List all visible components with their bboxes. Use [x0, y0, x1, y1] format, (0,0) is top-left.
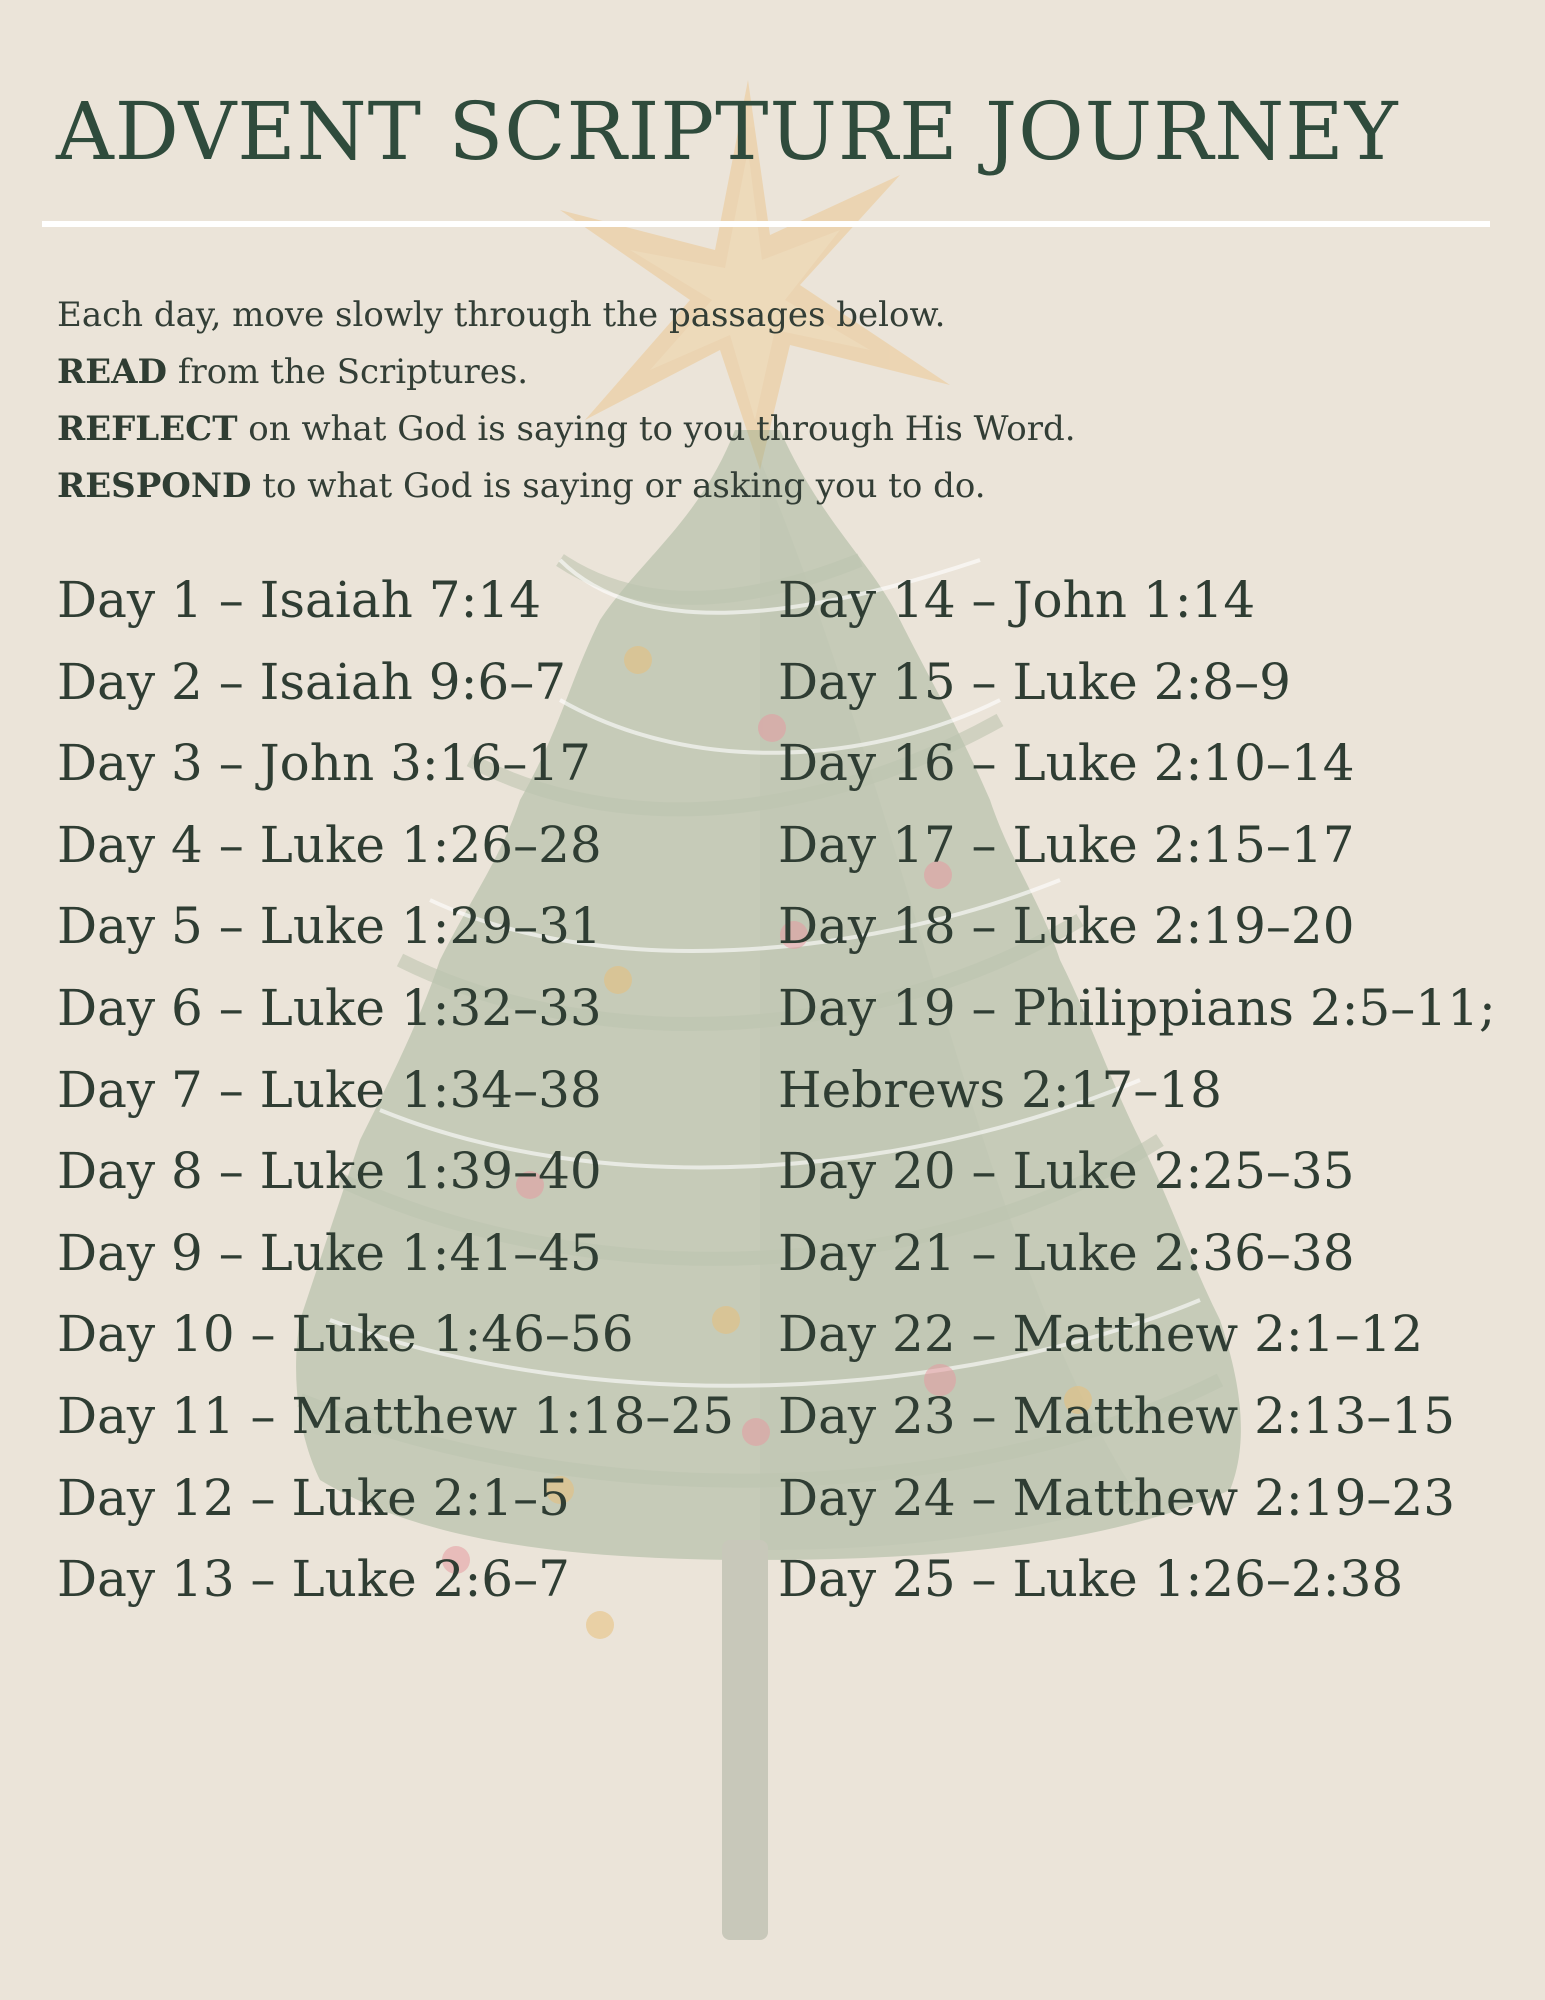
reading-day-21: Day 21 – Luke 2:36–38	[778, 1223, 1355, 1282]
reading-day-14: Day 14 – John 1:14	[778, 571, 1256, 629]
respond-label: RESPOND	[57, 466, 252, 506]
reading-day-5: Day 5 – Luke 1:29–31	[57, 897, 602, 956]
reflect-text: on what God is saying to you through His Word.	[237, 409, 1076, 449]
readings-list-left	[57, 560, 734, 1621]
reading-day-8: Day 8 – Luke 1:39–40	[57, 1142, 602, 1201]
reading-day-17: Day 17 – Luke 2:15–17	[778, 815, 1355, 874]
reading-day-6: Day 6 – Luke 1:32–33	[57, 978, 602, 1037]
read-text: from the Scriptures.	[167, 352, 529, 392]
reading-day-12: Day 12 – Luke 2:1–5	[57, 1468, 570, 1527]
page-title: ADVENT SCRIPTURE JOURNEY	[56, 85, 1399, 178]
reading-day-22: Day 22 – Matthew 2:1–12	[778, 1305, 1424, 1364]
reflect-label: REFLECT	[57, 409, 238, 449]
reading-day-19: Day 19 – Philippians 2:5–11;	[778, 978, 1496, 1037]
reading-day-1: Day 1 – Isaiah 7:14	[57, 571, 542, 629]
reading-day-25: Day 25 – Luke 1:26–2:38	[778, 1550, 1404, 1609]
title-divider	[42, 221, 1490, 227]
instructions-intro-line: Each day, move slowly through the passages below.	[57, 295, 946, 335]
reading-day-4: Day 4 – Luke 1:26–28	[57, 815, 602, 874]
read-label: READ	[57, 352, 168, 392]
reading-day-15: Day 15 – Luke 2:8–9	[778, 652, 1291, 711]
instruction-read	[57, 344, 1076, 401]
reading-day-2: Day 2 – Isaiah 9:6–7	[57, 652, 567, 711]
reading-day-19-continued: Hebrews 2:17–18	[778, 1060, 1222, 1119]
respond-text: to what God is saying or asking you to do.	[251, 466, 986, 506]
reading-day-18: Day 18 – Luke 2:19–20	[778, 897, 1355, 956]
reading-day-13: Day 13 – Luke 2:6–7	[57, 1550, 570, 1609]
instructions	[57, 287, 1076, 515]
readings-list-right	[778, 560, 1496, 1621]
reading-day-7: Day 7 – Luke 1:34–38	[57, 1060, 602, 1119]
reading-day-16: Day 16 – Luke 2:10–14	[778, 734, 1355, 793]
reading-day-9: Day 9 – Luke 1:41–45	[57, 1223, 602, 1282]
reading-day-24: Day 24 – Matthew 2:19–23	[778, 1468, 1456, 1527]
reading-day-10: Day 10 – Luke 1:46–56	[57, 1305, 634, 1364]
instruction-reflect	[57, 401, 1076, 458]
reading-day-20: Day 20 – Luke 2:25–35	[778, 1142, 1355, 1201]
instruction-respond	[57, 458, 1076, 515]
reading-day-23: Day 23 – Matthew 2:13–15	[778, 1386, 1456, 1445]
reading-day-3: Day 3 – John 3:16–17	[57, 734, 591, 793]
reading-day-11: Day 11 – Matthew 1:18–25	[57, 1386, 735, 1445]
